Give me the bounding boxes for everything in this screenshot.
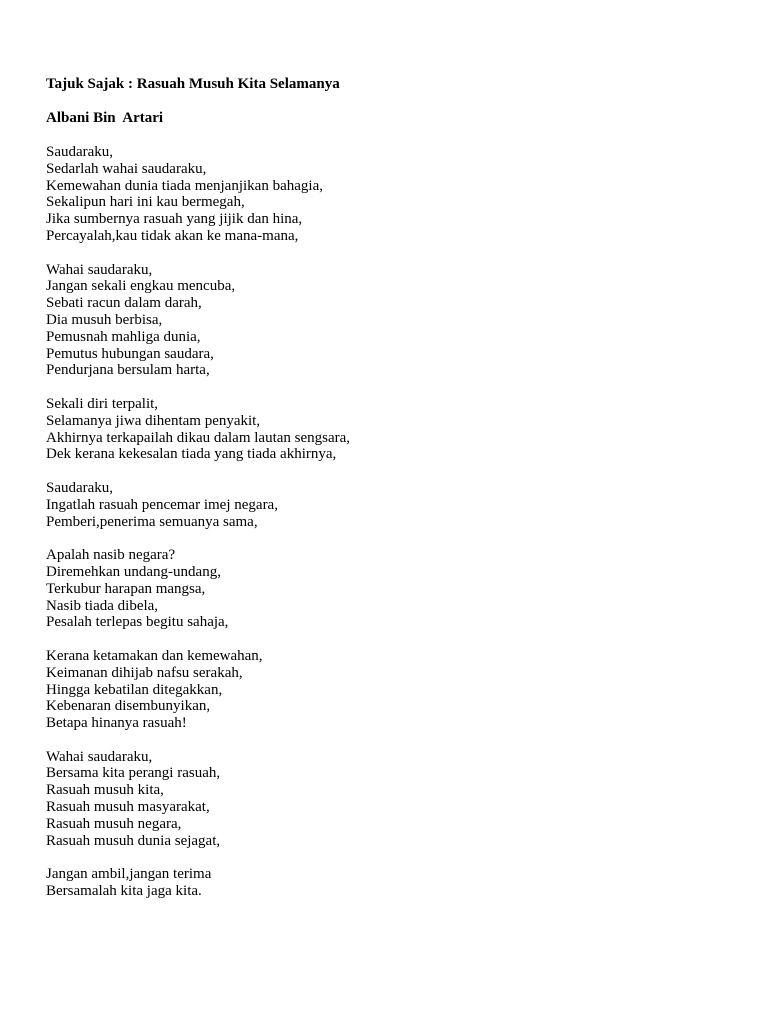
poem-line: Akhirnya terkapailah dikau dalam lautan sengsara, (46, 429, 351, 446)
poem-line: Sebati racun dalam darah, (46, 295, 202, 312)
poem-line: Bersamalah kita jaga kita. (46, 883, 202, 900)
poem-line: Jangan ambil,jangan terima (46, 866, 212, 883)
poem-stanza (46, 144, 726, 245)
poem-author: Albani Bin Artari (46, 110, 164, 126)
poem-stanza (46, 749, 726, 850)
poem-line: Dia musuh berbisa, (46, 311, 163, 328)
poem-line: Sekali diri terpalit, (46, 395, 159, 412)
poem-line: Pemutus hubungan saudara, (46, 345, 214, 362)
poem-line: Rasuah musuh dunia sejagat, (46, 832, 221, 849)
poem-line: Sedarlah wahai saudaraku, (46, 160, 207, 177)
poem-line: Rasuah musuh negara, (46, 815, 182, 832)
poem-line: Sekalipun hari ini kau bermegah, (46, 194, 245, 211)
poem-line: Saudaraku, (46, 479, 114, 496)
poem-line: Hingga kebatilan ditegakkan, (46, 681, 223, 698)
poem-stanza (46, 396, 726, 463)
poem-line: Betapa hinanya rasuah! (46, 715, 187, 732)
poem-line: Kemewahan dunia tiada menjanjikan bahagia, (46, 177, 323, 194)
poem-line: Apalah nasib negara? (46, 547, 176, 564)
poem-stanza (46, 480, 726, 530)
poem-line: Selamanya jiwa dihentam penyakit, (46, 412, 261, 429)
poem-stanza (46, 262, 726, 380)
poem-line: Keimanan dihijab nafsu serakah, (46, 664, 243, 681)
poem-line: Kerana ketamakan dan kemewahan, (46, 647, 263, 664)
poem-stanza (46, 866, 726, 900)
poem-line: Jika sumbernya rasuah yang jijik dan hina, (46, 211, 303, 228)
poem-line: Rasuah musuh masyarakat, (46, 799, 210, 816)
poem-line: Rasuah musuh kita, (46, 782, 164, 799)
poem-line: Diremehkan undang-undang, (46, 563, 221, 580)
poem-line: Pemberi,penerima semuanya sama, (46, 513, 258, 530)
poem-line: Bersama kita perangi rasuah, (46, 765, 221, 782)
poem-title: Tajuk Sajak : Rasuah Musuh Kita Selamanya (46, 76, 340, 92)
poem-line: Wahai saudaraku, (46, 261, 153, 278)
poem-line: Terkubur harapan mangsa, (46, 580, 206, 597)
poem-line: Dek kerana kekesalan tiada yang tiada akhirnya, (46, 446, 337, 463)
poem-stanza (46, 547, 726, 631)
poem-line: Wahai saudaraku, (46, 748, 153, 765)
poem-line: Jangan sekali engkau mencuba, (46, 278, 236, 295)
poem-line: Pendurjana bersulam harta, (46, 362, 210, 379)
poem-line: Percayalah,kau tidak akan ke mana-mana, (46, 227, 299, 244)
poem-line: Nasib tiada dibela, (46, 597, 159, 614)
poem-body (46, 144, 726, 900)
poem-line: Pesalah terlepas begitu sahaja, (46, 614, 229, 631)
poem-line: Pemusnah mahliga dunia, (46, 328, 201, 345)
poem-line: Ingatlah rasuah pencemar imej negara, (46, 496, 278, 513)
poem-stanza (46, 648, 726, 732)
poem-line: Kebenaran disembunyikan, (46, 698, 211, 715)
poem-line: Saudaraku, (46, 144, 114, 160)
document-page (46, 76, 726, 917)
